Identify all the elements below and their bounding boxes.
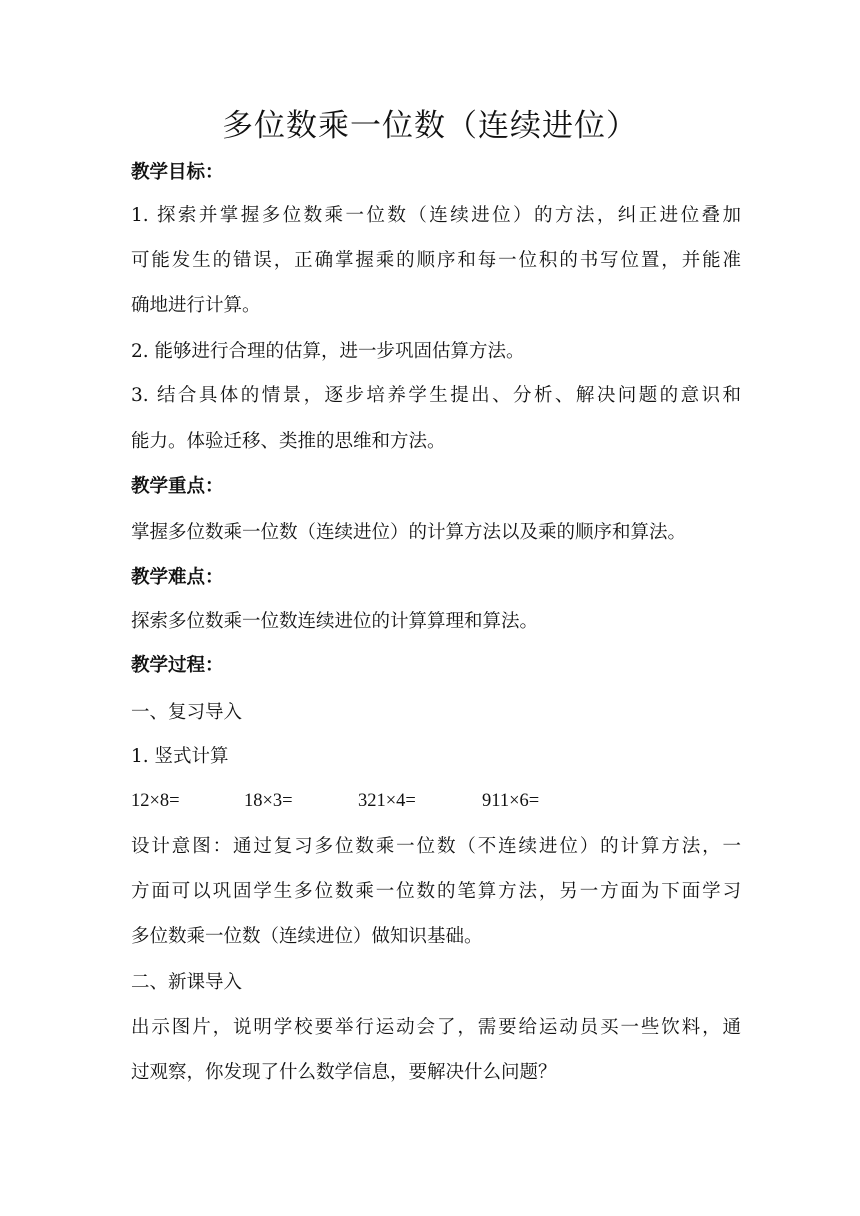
calc-2: 18×3= [244, 791, 293, 811]
difficult-points-heading: 教学难点： [131, 567, 224, 588]
new-lesson-line-2: 过观察，你发现了什么数学信息，要解决什么问题？ [131, 1062, 557, 1083]
goal-2: 2. 能够进行合理的估算，进一步巩固估算方法。 [131, 341, 525, 362]
goal-1-line-3: 确地进行计算。 [131, 295, 261, 316]
key-points-text: 掌握多位数乘一位数（连续进位）的计算方法以及乘的顺序和算法。 [131, 522, 687, 543]
calc-3: 321×4= [358, 791, 416, 811]
calc-4: 911×6= [482, 791, 540, 811]
goals-heading: 教学目标： [131, 162, 224, 183]
new-lesson-line-1: 出示图片，说明学校要举行运动会了，需要给运动员买一些饮料，通 [131, 1017, 741, 1038]
design-intent-line-1: 设计意图：通过复习多位数乘一位数（不连续进位）的计算方法，一 [131, 836, 741, 857]
key-points-heading: 教学重点： [131, 476, 224, 497]
section-review-heading: 一、复习导入 [131, 702, 243, 723]
goal-1-line-1: 1. 探索并掌握多位数乘一位数（连续进位）的方法，纠正进位叠加 [131, 205, 741, 226]
process-heading: 教学过程： [131, 655, 224, 676]
calc-1: 12×8= [131, 791, 180, 811]
goal-1-line-2: 可能发生的错误，正确掌握乘的顺序和每一位积的书写位置，并能准 [131, 250, 741, 271]
design-intent-line-2: 方面可以巩固学生多位数乘一位数的笔算方法，另一方面为下面学习 [131, 881, 741, 902]
difficult-points-text: 探索多位数乘一位数连续进位的计算算理和算法。 [131, 611, 539, 632]
design-intent-line-3: 多位数乘一位数（连续进位）做知识基础。 [131, 926, 483, 947]
goal-3-line-2: 能力。体验迁移、类推的思维和方法。 [131, 431, 446, 452]
vertical-calculation-item: 1. 竖式计算 [131, 746, 229, 767]
goal-3-line-1: 3. 结合具体的情景，逐步培养学生提出、分析、解决问题的意识和 [131, 385, 741, 406]
section-new-lesson-heading: 二、新课导入 [131, 972, 243, 993]
page-title: 多位数乘一位数（连续进位） [222, 108, 638, 144]
